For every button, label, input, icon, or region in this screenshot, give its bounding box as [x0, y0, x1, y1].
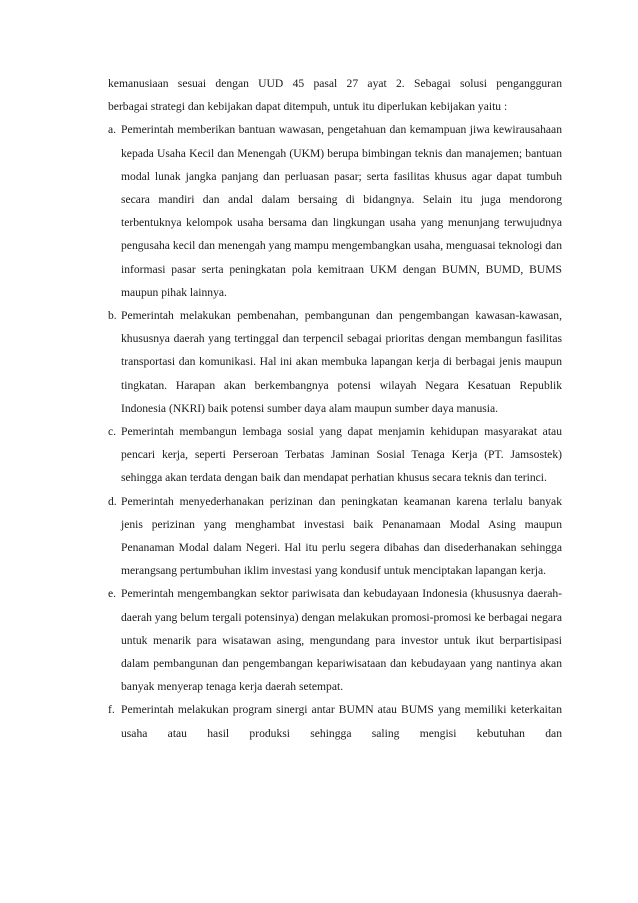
list-item-text: Pemerintah mengembangkan sektor pariwisata dan kebudayaan Indonesia (khususnya daerah-daerah yang belum tergali potensinya) dengan melakukan promosi-promosi ke berbagai negara untuk menarik para wisatawan asing, mengundang para investor untuk ikut berpartisipasi dalam pembangunan dan pengembangan kepariwisataan dan kebudayaan yang nantinya akan banyak menyerap tenaga kerja daerah setempat. — [121, 587, 562, 694]
body-text — [108, 72, 562, 745]
list-item — [108, 698, 562, 744]
list-item-text: Pemerintah menyederhanakan perizinan dan peningkatan keamanan karena terlalu banyak jenis perizinan yang menghambat investasi baik Penanamaan Modal Asing maupun Penanaman Modal dalam Negeri. Hal itu perlu segera dibahas dan disederhanakan sehingga merangsang pertumbuhan iklim investasi yang kondusif untuk menciptakan lapangan kerja. — [121, 494, 562, 578]
list-marker: f. — [108, 703, 115, 717]
list-item — [108, 118, 562, 304]
list-item-text: Pemerintah memberikan bantuan wawasan, pengetahuan dan kemampuan jiwa kewirausahaan kepada Usaha Kecil dan Menengah (UKM) berupa bimbingan teknis dan manajemen; bantuan modal lunak jangka panjang dan perluasan pasar; serta fasilitas khusus agar dapat tumbuh secara mandiri dan andal dalam bersaing di bidangnya. Selain itu juga mendorong terbentuknya kelompok usaha bersama dan lingkungan usaha yang menunjang terwujudnya pengusaha kecil dan menengah yang mampu mengembangkan usaha, menguasai teknologi dan informasi pasar serta peningkatan pola kemitraan UKM dengan BUMN, BUMD, BUMS maupun pihak lainnya. — [121, 123, 562, 299]
list-marker: d. — [108, 494, 117, 508]
list-marker: a. — [108, 123, 117, 137]
list-marker: c. — [108, 425, 117, 439]
list-marker: b. — [108, 309, 117, 323]
list-item — [108, 490, 562, 583]
list-item-text: Pemerintah melakukan pembenahan, pembangunan dan pengembangan kawasan-kawasan, khususnya daerah yang tertinggal dan terpencil sebagai prioritas dengan membangun fasilitas transportasi dan komunikasi. Hal ini akan membuka lapangan kerja di berbagai jenis maupun tingkatan. Harapan akan berkembangnya potensi wilayah Negara Kesatuan Republik Indonesia (NKRI) baik potensi sumber daya alam maupun sumber daya manusia. — [121, 309, 562, 415]
intro-line-1: kemanusiaan sesuai dengan UUD 45 pasal 27 ayat 2. Sebagai solusi pengangguran — [108, 77, 562, 90]
list-item — [108, 420, 562, 490]
list-item — [108, 582, 562, 698]
policy-list — [108, 118, 562, 744]
list-marker: e. — [108, 587, 117, 601]
list-item-text: Pemerintah membangun lembaga sosial yang dapat menjamin kehidupan masyarakat atau pencari kerja, seperti Perseroan Terbatas Jaminan Sosial Tenaga Kerja (PT. Jamsostek) sehingga akan terdata dengan baik dan mendapat perhatian khusus secara teknis dan terinci. — [121, 425, 562, 485]
intro-line-2: berbagai strategi dan kebijakan dapat ditempuh, untuk itu diperlukan kebijakan yaitu : — [108, 100, 508, 114]
list-item — [108, 304, 562, 420]
list-item-text: Pemerintah melakukan program sinergi antar BUMN atau BUMS yang memiliki keterkaitan usaha atau hasil produksi sehingga saling mengisi kebutuhan dan — [121, 703, 562, 740]
